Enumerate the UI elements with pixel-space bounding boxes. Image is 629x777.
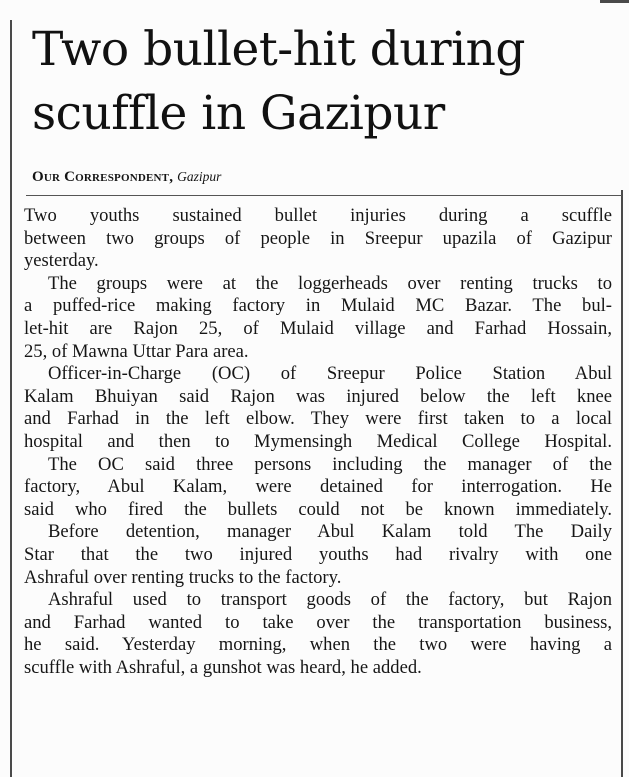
byline-author: Our Correspondent, [32, 169, 174, 185]
byline-divider [26, 195, 622, 196]
column-rule-left [10, 20, 12, 777]
body-line: and Farhad in the left elbow. They were first taken to a local [24, 408, 612, 430]
column-rule-top [600, 0, 629, 3]
body-line: Star that the two injured youths had rivalry with one [24, 543, 612, 565]
body-line: Two youths sustained bullet injuries during a scuffle [24, 205, 612, 226]
column-rule-right [621, 190, 623, 777]
body-line: Before detention, manager Abul Kalam told The Daily [48, 521, 612, 543]
body-line: factory, Abul Kalam, were detained for interrogation. He [24, 476, 612, 498]
body-line: a puffed-rice making factory in Mulaid MC Bazar. The bul- [24, 295, 612, 317]
article-body [24, 205, 612, 679]
body-line: Kalam Bhuiyan said Rajon was injured below the left knee [24, 385, 612, 407]
headline-line: scuffle in Gazipur [32, 86, 445, 141]
body-line: and Farhad wanted to take over the transportation business, [24, 611, 612, 633]
body-line: he said. Yesterday morning, when the two were having a [24, 634, 612, 656]
body-line: between two groups of people in Sreepur upazila of Gazipur [24, 227, 612, 249]
body-line: Officer-in-Charge (OC) of Sreepur Police Station Abul [48, 363, 612, 385]
headline [32, 18, 622, 146]
body-line: The OC said three persons including the manager of the [48, 453, 612, 475]
body-line: Ashraful over renting trucks to the factory. [24, 566, 342, 588]
body-line: Ashraful used to transport goods of the factory, but Rajon [48, 589, 612, 611]
body-line: yesterday. [24, 250, 99, 272]
headline-line: Two bullet-hit during [32, 22, 525, 77]
byline [32, 168, 592, 186]
body-line: hospital and then to Mymensingh Medical College Hospital. [24, 430, 612, 452]
body-line: said who fired the bullets could not be known immediately. [24, 498, 612, 520]
body-line: The groups were at the loggerheads over renting trucks to [48, 272, 612, 294]
body-line: scuffle with Ashraful, a gunshot was heard, he added. [24, 656, 422, 678]
body-line: 25, of Mawna Uttar Para area. [24, 340, 249, 362]
byline-place: Gazipur [177, 169, 222, 184]
body-line: let-hit are Rajon 25, of Mulaid village and Farhad Hossain, [24, 317, 612, 339]
